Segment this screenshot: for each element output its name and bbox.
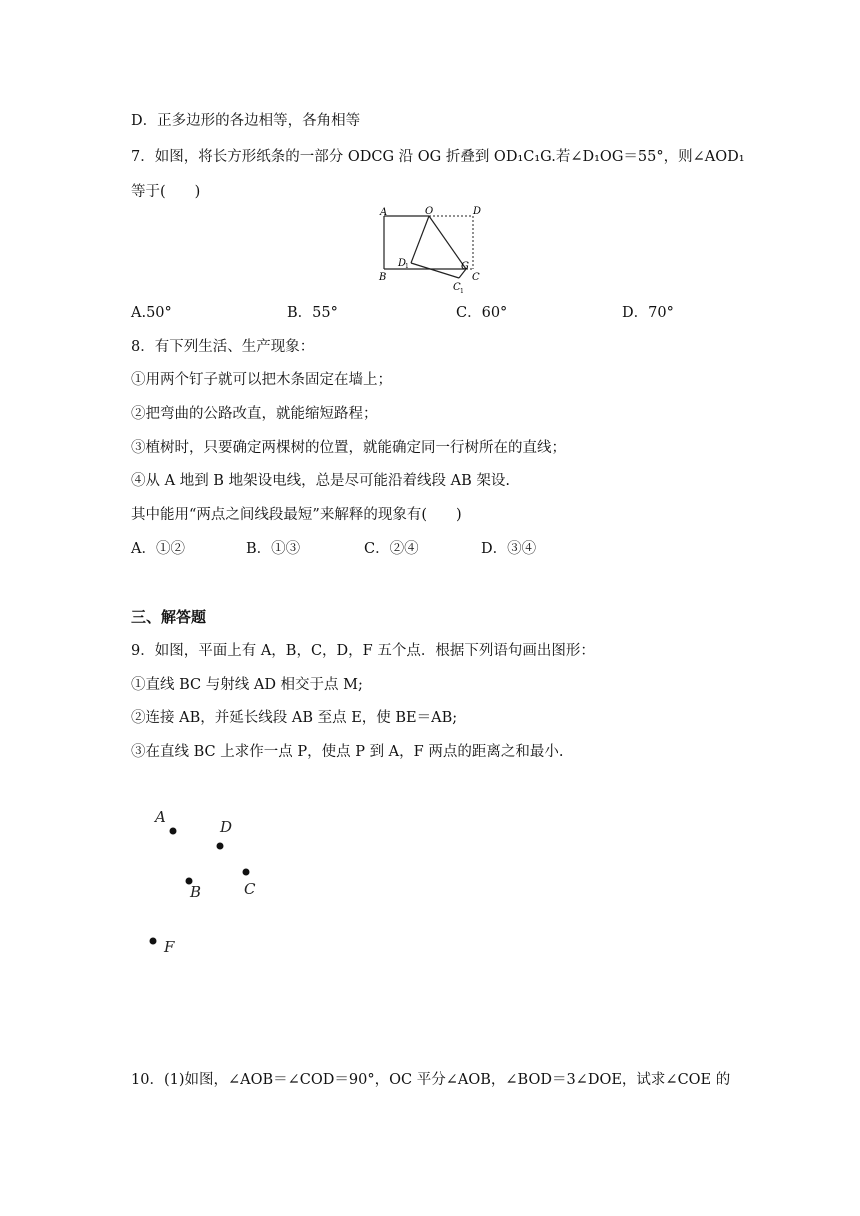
q10-stem: 10．(1)如图，∠AOB＝∠COD＝90°，OC 平分∠AOB，∠BOD＝3∠DOE，试求∠COE 的	[131, 1072, 731, 1088]
q8-option-b: B．①③	[246, 541, 301, 557]
q9-point-a	[170, 828, 177, 835]
q7-stem-line2: 等于( )	[131, 184, 201, 200]
q9-points-figure	[140, 800, 280, 960]
q8-item-4: ④从 A 地到 B 地架设电线，总是尽可能沿着线段 AB 架设.	[131, 473, 511, 489]
q7-stem-line1: 7．如图，将长方形纸条的一部分 ODCG 沿 OG 折叠到 OD₁C₁G.若∠D₁OG＝55°，则∠AOD₁	[131, 149, 745, 165]
q9-item-2: ②连接 AB，并延长线段 AB 至点 E，使 BE＝AB;	[131, 710, 458, 726]
q7-option-a: A.50°	[131, 305, 172, 321]
q7-label-o: O	[425, 206, 434, 217]
q9-label-d: D	[220, 818, 233, 836]
q7-fold-figure	[370, 200, 490, 298]
q9-stem: 9．如图，平面上有 A，B，C，D，F 五个点．根据下列语句画出图形：	[131, 643, 595, 659]
q7-label-d1-sub: 1	[405, 263, 409, 270]
q8-item-1: ①用两个钉子就可以把木条固定在墙上；	[131, 372, 392, 388]
q8-option-c: C．②④	[364, 541, 419, 557]
q7-label-c1-sub: 1	[460, 288, 464, 295]
section-title: 三、解答题	[131, 608, 207, 626]
q7-label-d: D	[473, 206, 482, 217]
q8-option-a: A．①②	[131, 541, 185, 557]
q7-label-d1: D	[398, 258, 407, 269]
q9-label-c: C	[244, 880, 256, 898]
q7-label-a: A	[380, 207, 388, 218]
q7-label-b: B	[379, 272, 387, 283]
q7-option-b: B．55°	[287, 305, 338, 321]
q9-label-b: B	[190, 883, 202, 901]
q9-point-c	[243, 869, 250, 876]
q8-item-2: ②把弯曲的公路改直，就能缩短路程；	[131, 406, 378, 422]
q7-label-c: C	[472, 272, 480, 283]
q7-option-c: C．60°	[456, 305, 508, 321]
q9-item-1: ①直线 BC 与射线 AD 相交于点 M;	[131, 677, 363, 693]
q7-label-g: G	[461, 261, 469, 272]
q8-item-3: ③植树时，只要确定两棵树的位置，就能确定同一行树所在的直线；	[131, 440, 566, 456]
q8-question: 其中能用“两点之间线段最短”来解释的现象有( )	[131, 507, 462, 523]
q9-label-f: F	[164, 938, 175, 956]
q6-option-d: D．正多边形的各边相等，各角相等	[131, 113, 361, 129]
q8-option-d: D．③④	[481, 541, 537, 557]
q8-stem: 8．有下列生活、生产现象：	[131, 339, 315, 355]
q9-label-a: A	[155, 808, 166, 826]
q9-point-d	[217, 843, 224, 850]
q9-point-f	[150, 938, 157, 945]
q7-option-d: D．70°	[622, 305, 674, 321]
q9-item-3: ③在直线 BC 上求作一点 P，使点 P 到 A，F 两点的距离之和最小.	[131, 744, 564, 760]
q7-label-c1: C	[453, 282, 461, 293]
